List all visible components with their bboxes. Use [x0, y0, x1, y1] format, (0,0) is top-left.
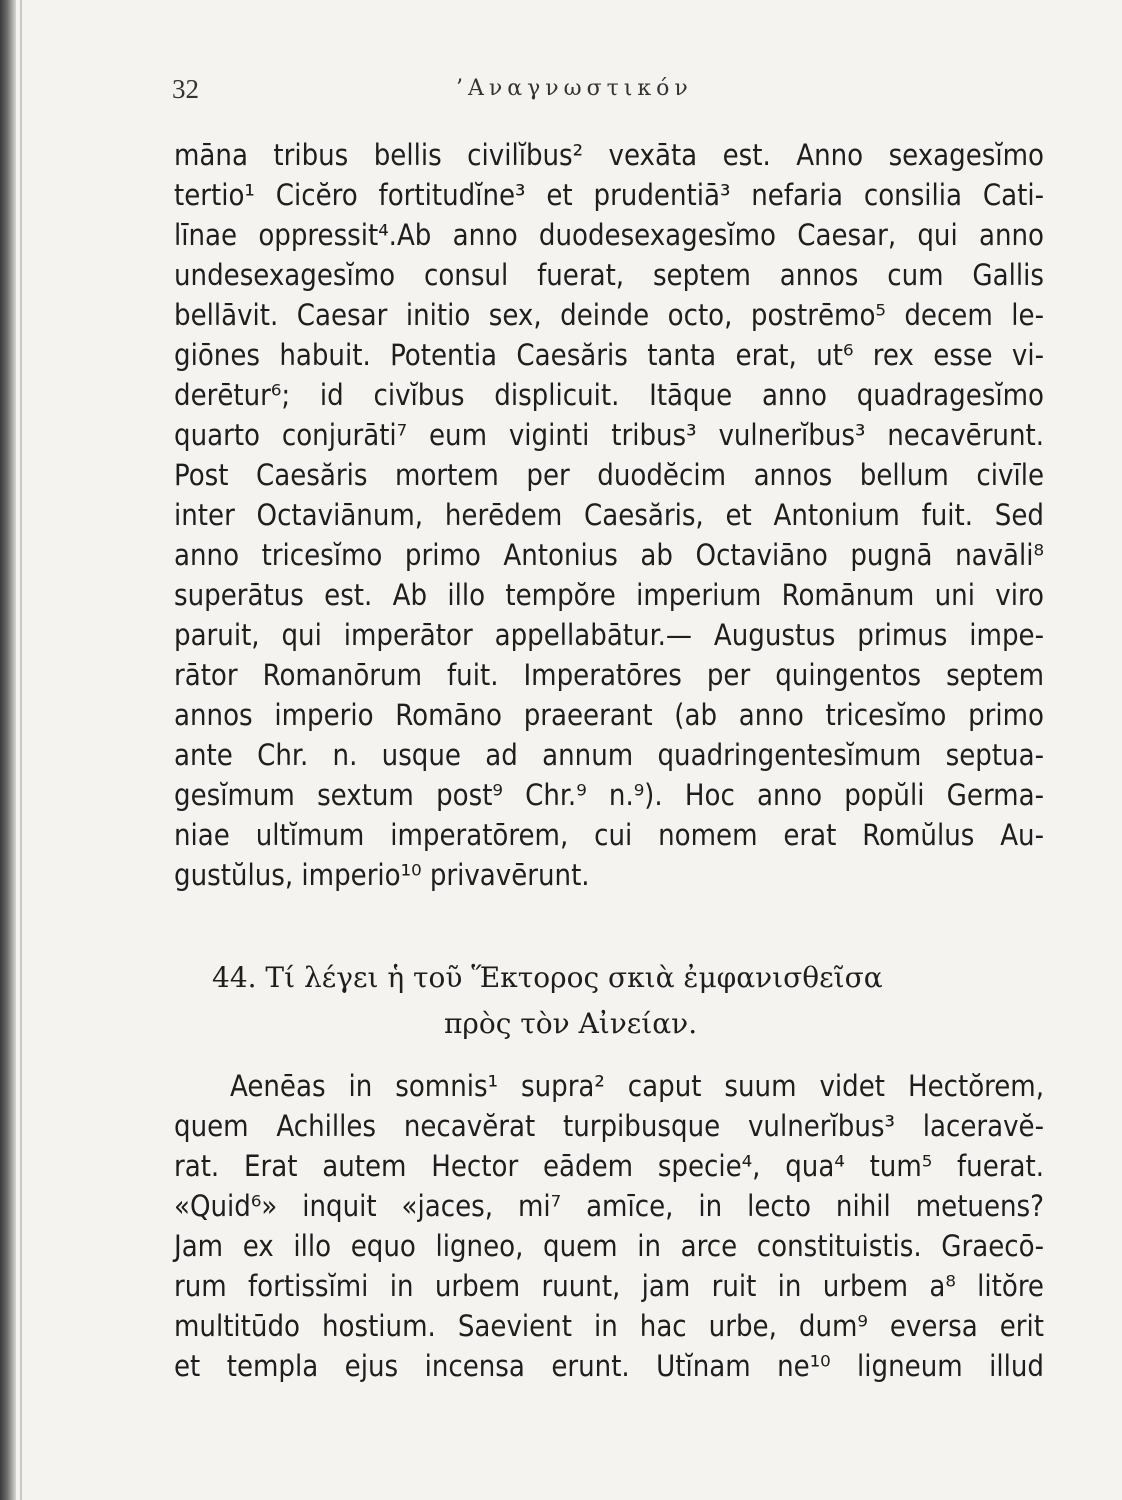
- section-heading-line-1: 44. Τί λέγει ἡ τοῦ Ἕκτορος σκιὰ ἐμφανισθεῖσα: [212, 961, 883, 994]
- text-line: Post Caesăris mortem per duodĕcim annos bellum civīle: [174, 458, 1044, 492]
- text-line: tertio¹ Cicĕro fortitudĭne³ et prudentiā³ nefaria consilia Cati-: [174, 178, 1044, 212]
- text-line: rum fortissĭmi in urbem ruunt, jam ruit in urbem a⁸ litŏre: [174, 1269, 1044, 1303]
- text-line: rat. Erat autem Hector eādem specie⁴, qua⁴ tum⁵ fuerat.: [174, 1149, 1044, 1183]
- text-line: superātus est. Ab illo tempŏre imperium Romānum uni viro: [174, 578, 1044, 612]
- text-line: māna tribus bellis civilĭbus² vexāta est. Anno sexagesĭmo: [174, 138, 1044, 172]
- page-edge-line: [20, 0, 22, 1500]
- text-line: līnae oppressit⁴.Ab anno duodesexagesĭmo Caesar, qui anno: [174, 218, 1044, 252]
- text-line: undesexagesĭmo consul fuerat, septem annos cum Gallis: [174, 258, 1044, 292]
- page-binding-shadow: [0, 0, 16, 1500]
- text-line: et templa ejus incensa erunt. Utĭnam ne¹⁰ ligneum illud: [174, 1349, 1044, 1383]
- section-heading: [174, 955, 1044, 1047]
- page-number: 32: [172, 74, 199, 104]
- text-line: inter Octaviānum, herēdem Caesăris, et Antonium fuit. Sed: [174, 498, 1044, 532]
- text-line: quem Achilles necavĕrat turpibusque vulnerĭbus³ laceravĕ-: [174, 1109, 1044, 1143]
- text-line: derētur⁶; id civĭbus displicuit. Itāque anno quadragesĭmo: [174, 378, 1044, 412]
- running-title: ’Αναγνωστικόν: [456, 76, 693, 101]
- text-line: niae ultĭmum imperatōrem, cui nomem erat Romŭlus Au-: [174, 818, 1044, 852]
- text-line: gesĭmum sextum post⁹ Chr.⁹ n.⁹). Hoc anno popŭli Germa-: [174, 778, 1044, 812]
- text-line: annos imperio Romāno praeerant (ab anno tricesĭmo primo: [174, 698, 1044, 732]
- text-line: bellāvit. Caesar initio sex, deinde octo, postrēmo⁵ decem le-: [174, 298, 1044, 332]
- paragraph-1: [174, 135, 1044, 895]
- text-line: Jam ex illo equo ligneo, quem in arce constituistis. Graecō-: [174, 1229, 1044, 1263]
- text-line: ante Chr. n. usque ad annum quadringentesĭmum septua-: [174, 738, 1044, 772]
- text-line: anno tricesĭmo primo Antonius ab Octaviāno pugnā navāli⁸: [174, 538, 1044, 572]
- paragraph-2: [174, 1066, 1044, 1386]
- text-line: rātor Romanōrum fuit. Imperatōres per quingentos septem: [174, 658, 1044, 692]
- text-line: Aenēas in somnis¹ supra² caput suum videt Hectŏrem,: [230, 1069, 1044, 1103]
- text-line: quarto conjurāti⁷ eum viginti tribus³ vulnerĭbus³ necavērunt.: [174, 418, 1044, 452]
- text-line: multitūdo hostium. Saevient in hac urbe, dum⁹ eversa erit: [174, 1309, 1044, 1343]
- text-line: giōnes habuit. Potentia Caesăris tanta erat, ut⁶ rex esse vi-: [174, 338, 1044, 372]
- page-header: [172, 74, 1042, 114]
- text-line: paruit, qui imperātor appellabātur.— Augustus primus impe-: [174, 618, 1044, 652]
- text-line: gustŭlus, imperio¹⁰ privavērunt.: [174, 858, 590, 892]
- text-line: «Quid⁶» inquit «jaces, mi⁷ amīce, in lecto nihil metuens?: [174, 1189, 1044, 1223]
- section-heading-line-2: πρὸς τὸν Αἰνείαν.: [444, 1007, 698, 1040]
